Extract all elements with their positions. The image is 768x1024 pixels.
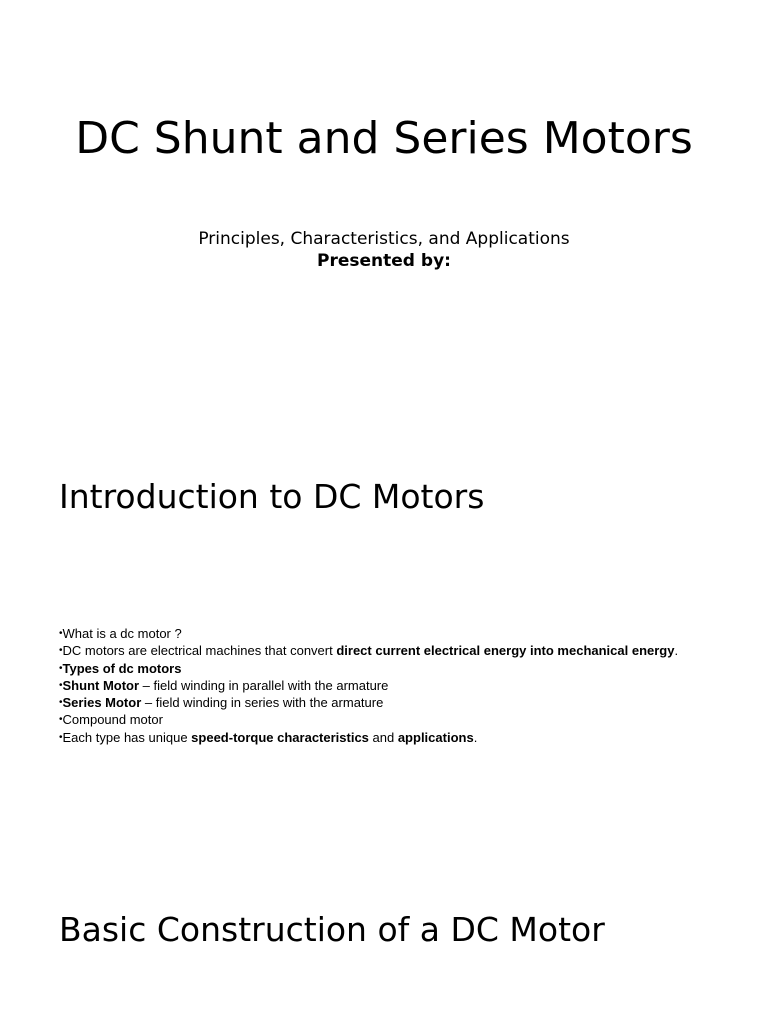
- intro-bullet-list: [59, 625, 759, 746]
- bullet-text-bold: Shunt Motor: [62, 677, 140, 693]
- bullet-item: [59, 677, 759, 694]
- bullet-item: [59, 642, 759, 659]
- bullet-marker: •: [59, 731, 63, 743]
- bullet-text-bold: direct current electrical energy into mechanical energy: [336, 643, 675, 659]
- bullet-marker: •: [59, 714, 63, 726]
- title-slide: [0, 0, 768, 440]
- bullet-item: [59, 625, 759, 642]
- bullet-text: Each type has unique: [62, 729, 192, 745]
- intro-heading: Introduction to DC Motors: [59, 477, 485, 516]
- bullet-item: [59, 711, 759, 728]
- presented-by-label: Presented by:: [317, 251, 451, 271]
- bullet-text: – field winding in parallel with the armature: [139, 677, 389, 693]
- bullet-item: [59, 660, 759, 677]
- bullet-marker: •: [59, 662, 63, 674]
- bullet-text: .: [473, 729, 478, 745]
- bullet-marker: •: [59, 645, 63, 657]
- bullet-text: DC motors are electrical machines that convert: [62, 643, 337, 659]
- bullet-marker: •: [59, 697, 63, 709]
- bullet-marker: •: [59, 679, 63, 691]
- bullet-text-bold: Series Motor: [62, 695, 142, 711]
- bullet-text: and: [368, 729, 398, 745]
- bullet-text: .: [674, 643, 679, 659]
- bullet-text-bold: Types of dc motors: [62, 660, 182, 676]
- construction-heading: Basic Construction of a DC Motor: [59, 910, 605, 949]
- bullet-marker: •: [59, 628, 63, 639]
- bullet-text: What is a dc motor ?: [62, 626, 182, 641]
- bullet-text-bold: applications: [397, 729, 474, 745]
- bullet-item: [59, 729, 759, 746]
- bullet-text-bold: speed-torque characteristics: [191, 729, 369, 745]
- presentation-subtitle: Principles, Characteristics, and Applications: [198, 229, 570, 249]
- bullet-text: – field winding in series with the armature: [141, 695, 384, 711]
- presentation-title: DC Shunt and Series Motors: [75, 113, 693, 164]
- bullet-text: Compound motor: [62, 712, 163, 728]
- bullet-item: [59, 694, 759, 711]
